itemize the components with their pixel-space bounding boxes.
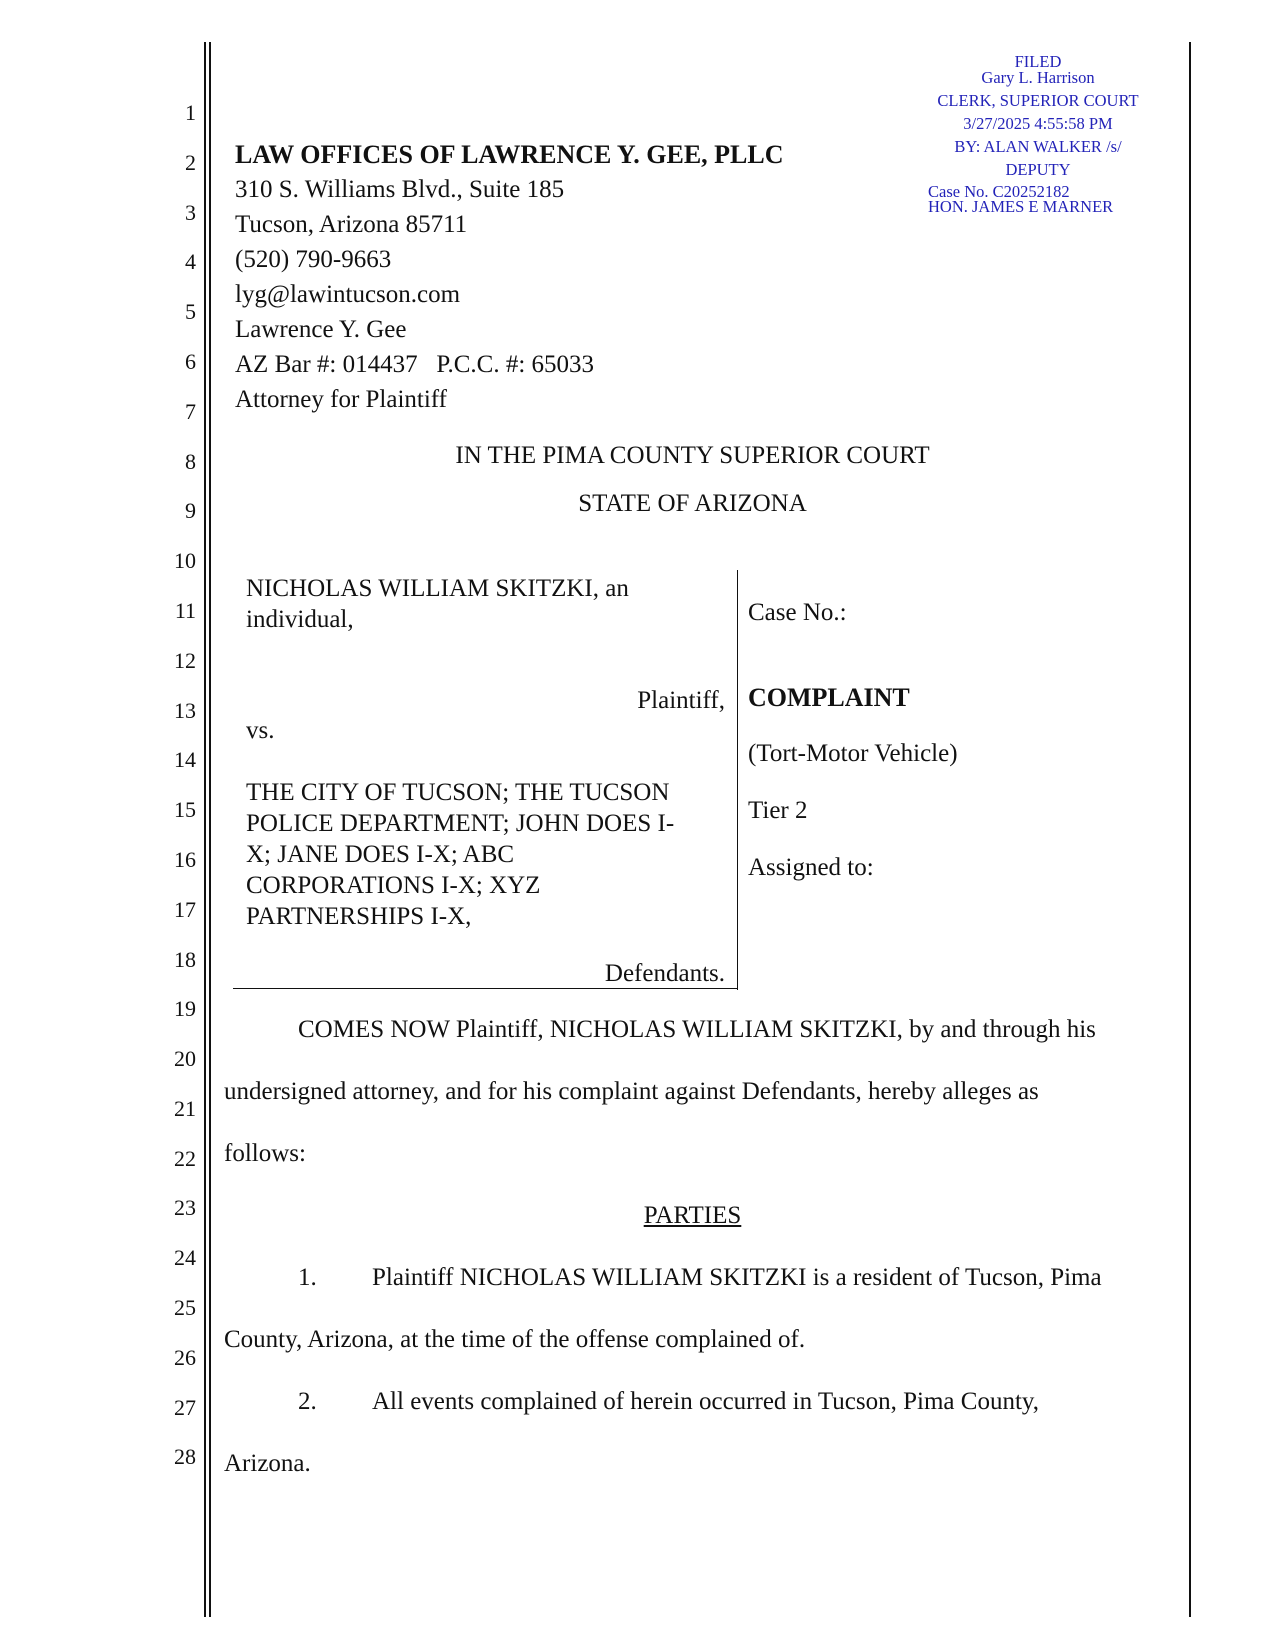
assigned-to-label: Assigned to: <box>748 854 874 881</box>
intro-line1: COMES NOW Plaintiff, NICHOLAS WILLIAM SKITZKI, by and through his <box>298 1016 1096 1043</box>
document-type: (Tort-Motor Vehicle) <box>748 740 958 767</box>
firm-name: LAW OFFICES OF LAWRENCE Y. GEE, PLLC <box>235 140 784 169</box>
paragraph-2-number: 2. <box>298 1388 317 1415</box>
line-number: 6 <box>185 349 196 374</box>
line-number: 3 <box>185 200 196 225</box>
paragraph-1-number: 1. <box>298 1264 317 1291</box>
defendants-line2: POLICE DEPARTMENT; JOHN DOES I- <box>246 810 675 837</box>
line-number: 24 <box>174 1245 196 1270</box>
firm-address-line1: 310 S. Williams Blvd., Suite 185 <box>235 176 565 203</box>
line-number: 7 <box>185 399 196 424</box>
line-number: 5 <box>185 299 196 324</box>
defendants-line5: PARTNERSHIPS I-X, <box>246 903 472 930</box>
defendants-label: Defendants. <box>604 960 725 987</box>
plaintiff-name-line1: NICHOLAS WILLIAM SKITZKI, an <box>246 575 629 602</box>
court-name: IN THE PIMA COUNTY SUPERIOR COURT <box>455 442 930 469</box>
plaintiff-name-line2: individual, <box>246 606 354 633</box>
firm-email: lyg@lawintucson.com <box>235 281 461 308</box>
stamp-by: BY: ALAN WALKER /s/ <box>954 137 1122 156</box>
paragraph-2-line1: All events complained of herein occurred in Tucson, Pima County, <box>372 1388 1040 1415</box>
line-number: 21 <box>174 1096 196 1121</box>
defendants-line4: CORPORATIONS I-X; XYZ <box>246 872 541 899</box>
line-number: 17 <box>174 897 196 922</box>
intro-line3: follows: <box>224 1140 306 1167</box>
line-number: 2 <box>185 150 196 175</box>
line-number: 26 <box>174 1345 196 1370</box>
intro-line2: undersigned attorney, and for his complaint against Defendants, hereby alleges as <box>224 1078 1039 1105</box>
defendants-line1: THE CITY OF TUCSON; THE TUCSON <box>246 779 670 806</box>
paragraph-2-line2: Arizona. <box>224 1450 311 1477</box>
line-number: 25 <box>174 1295 196 1320</box>
stamp-datetime: 3/27/2025 4:55:58 PM <box>963 114 1113 133</box>
line-number: 20 <box>174 1046 196 1071</box>
line-number: 16 <box>174 847 196 872</box>
stamp-deputy: DEPUTY <box>1005 160 1071 179</box>
attorney-bar-number: AZ Bar #: 014437 P.C.C. #: 65033 <box>235 351 595 378</box>
filing-stamp <box>920 54 1156 214</box>
line-number: 22 <box>174 1146 196 1171</box>
stamp-judge: HON. JAMES E MARNER <box>928 197 1114 216</box>
section-heading-parties: PARTIES <box>643 1202 742 1229</box>
versus: vs. <box>246 717 275 744</box>
line-number: 8 <box>185 449 196 474</box>
line-number: 28 <box>174 1444 196 1469</box>
line-number: 19 <box>174 996 196 1021</box>
line-number: 15 <box>174 797 196 822</box>
stamp-case-no: Case No. C20252182 <box>928 182 1070 201</box>
attorney-name: Lawrence Y. Gee <box>235 316 407 343</box>
court-state: STATE OF ARIZONA <box>578 490 807 517</box>
case-tier: Tier 2 <box>748 797 808 824</box>
line-number: 11 <box>174 598 196 623</box>
left-margin-rule-inner <box>209 42 211 1617</box>
line-number: 9 <box>185 498 196 523</box>
paragraph-1-line2: County, Arizona, at the time of the offense complained of. <box>224 1326 806 1353</box>
case-number-label: Case No.: <box>748 599 847 626</box>
line-number: 14 <box>174 747 196 772</box>
stamp-clerk-title: CLERK, SUPERIOR COURT <box>937 91 1139 110</box>
stamp-clerk-name: Gary L. Harrison <box>981 68 1095 87</box>
stamp-filed: FILED <box>1014 52 1062 71</box>
line-number: 23 <box>174 1195 196 1220</box>
plaintiff-label: Plaintiff, <box>637 687 725 714</box>
line-number: 1 <box>185 100 196 125</box>
line-number: 27 <box>174 1395 196 1420</box>
caption-divider <box>737 570 738 990</box>
paragraph-1-line1: Plaintiff NICHOLAS WILLIAM SKITZKI is a resident of Tucson, Pima <box>372 1264 1102 1291</box>
line-number: 18 <box>174 947 196 972</box>
right-margin-rule <box>1189 42 1191 1617</box>
document-title: COMPLAINT <box>748 683 910 712</box>
line-number: 10 <box>174 548 196 573</box>
line-number: 4 <box>185 249 196 274</box>
attorney-role: Attorney for Plaintiff <box>235 386 447 413</box>
left-margin-rule-outer <box>204 42 206 1617</box>
line-number: 13 <box>174 698 196 723</box>
line-number: 12 <box>174 648 196 673</box>
firm-phone: (520) 790-9663 <box>235 246 392 273</box>
defendants-line3: X; JANE DOES I-X; ABC <box>246 841 515 868</box>
firm-address-line2: Tucson, Arizona 85711 <box>235 211 468 238</box>
